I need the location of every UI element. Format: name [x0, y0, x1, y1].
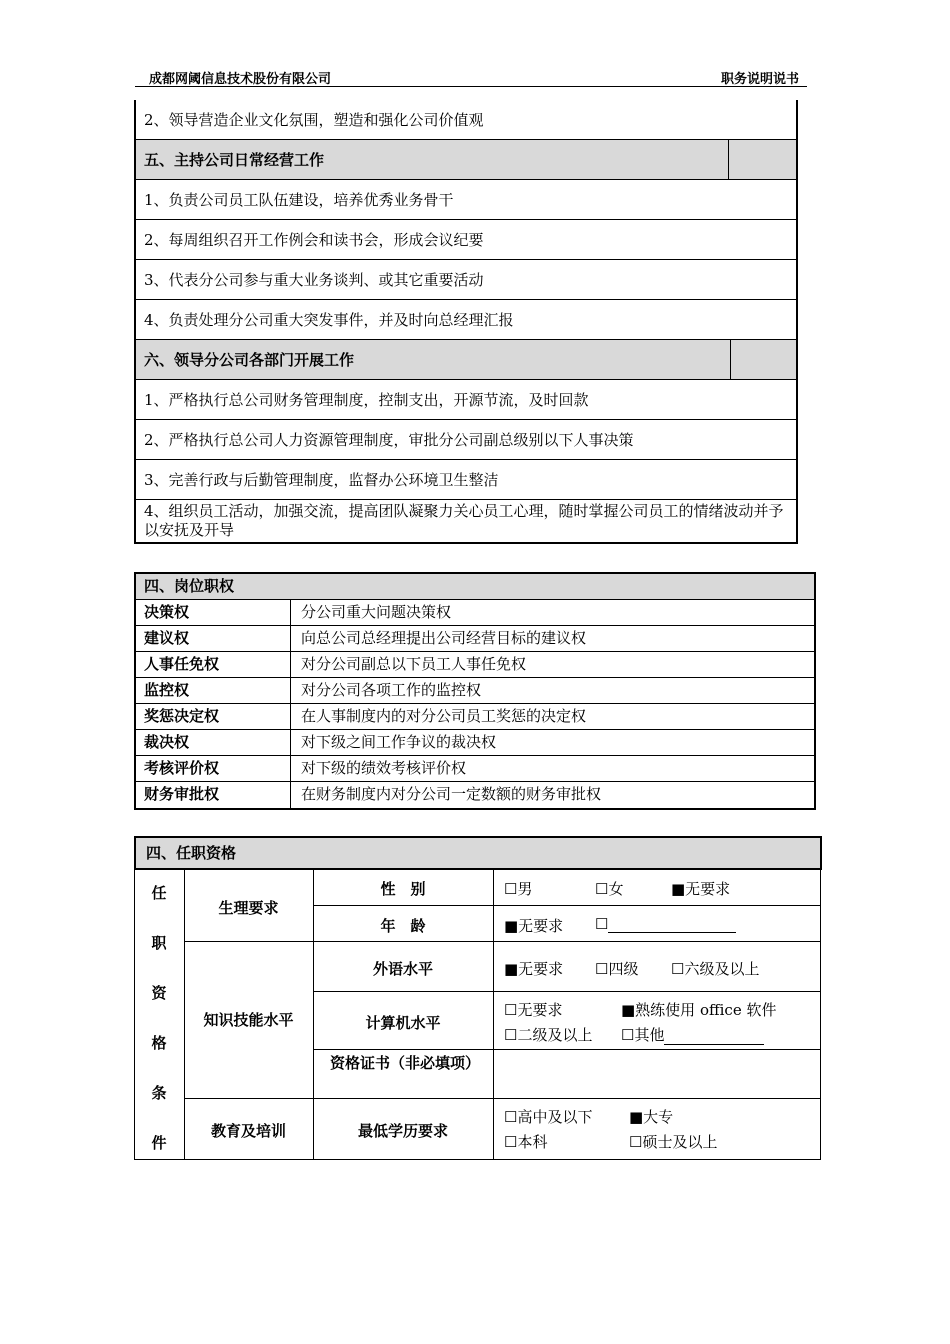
qualification-title: 四、任职资格: [134, 836, 822, 870]
gender-option-female[interactable]: ☐女: [595, 880, 624, 898]
authority-title: 四、岗位职权: [136, 574, 814, 600]
gender-option-male[interactable]: ☐男: [504, 880, 533, 898]
company-name: 成都网阈信息技术股份有限公司: [149, 72, 332, 87]
computer-level-label: 计算机水平: [365, 1014, 441, 1032]
language-level-label: 外语水平: [372, 960, 433, 978]
vertical-label-1: 任: [151, 884, 167, 902]
edu-option-bachelor[interactable]: ☐本科: [504, 1133, 548, 1151]
duty-row: 2、每周组织召开工作例会和读书会，形成会议纪要: [136, 220, 796, 260]
authority-row: 裁决权 对下级之间工作争议的裁决权: [136, 730, 814, 756]
education-training-label: 教育及培训: [210, 1122, 286, 1140]
duty-row: 3、代表分公司参与重大业务谈判、或其它重要活动: [136, 260, 796, 300]
gender-label: 性 别: [380, 880, 426, 898]
duty-row: 2、严格执行总公司人力资源管理制度，审批分公司副总级别以下人事决策: [136, 420, 796, 460]
authority-row: 监控权 对分公司各项工作的监控权: [136, 678, 814, 704]
certificate-label: 资格证书（非必填项）: [330, 1054, 481, 1072]
duty-row: 1、负责公司员工队伍建设，培养优秀业务骨干: [136, 180, 796, 220]
authority-row: 财务审批权 在财务制度内对分公司一定数额的财务审批权: [136, 782, 814, 808]
edu-option-college[interactable]: ■大专: [629, 1108, 674, 1126]
vertical-label-3: 资: [151, 984, 167, 1002]
age-label: 年 龄: [380, 917, 426, 935]
knowledge-skill-label: 知识技能水平: [203, 1011, 294, 1029]
min-education-label: 最低学历要求: [357, 1122, 448, 1140]
duty-row: 1、严格执行总公司财务管理制度，控制支出，开源节流，及时回款: [136, 380, 796, 420]
authority-table: [134, 572, 816, 810]
age-option-other[interactable]: ☐: [595, 915, 736, 933]
duty-row: 3、完善行政与后勤管理制度，监督办公环境卫生整洁: [136, 460, 796, 500]
computer-option-level2[interactable]: ☐二级及以上: [504, 1026, 593, 1044]
duty-section-head: 五、主持公司日常经营工作: [136, 140, 796, 180]
language-option-none[interactable]: ■无要求: [504, 960, 564, 978]
authority-row: 建议权 向总公司总经理提出公司经营目标的建议权: [136, 626, 814, 652]
computer-option-other[interactable]: ☐其他: [621, 1024, 764, 1045]
language-option-cet6[interactable]: ☐六级及以上: [671, 960, 760, 978]
duties-table: [134, 100, 798, 544]
authority-row: 决策权 分公司重大问题决策权: [136, 600, 814, 626]
vertical-label-6: 件: [151, 1134, 167, 1152]
authority-row: 奖惩决定权 在人事制度内的对分公司员工奖惩的决定权: [136, 704, 814, 730]
edu-option-master[interactable]: ☐硕士及以上: [629, 1133, 718, 1151]
duty-row: 4、负责处理分公司重大突发事件，并及时向总经理汇报: [136, 300, 796, 340]
age-option-none[interactable]: ■无要求: [504, 917, 564, 935]
language-option-cet4[interactable]: ☐四级: [595, 960, 639, 978]
duty-row: 4、组织员工活动，加强交流，提高团队凝聚力关心员工心理，随时掌握公司员工的情绪波动并予以安抚及开导: [144, 502, 784, 539]
qualification-table: [134, 836, 824, 1162]
duty-section-head: 六、领导分公司各部门开展工作: [136, 340, 796, 380]
computer-option-office[interactable]: ■熟练使用 office 软件: [621, 1001, 777, 1019]
physical-requirement-label: 生理要求: [218, 899, 279, 917]
edu-option-highschool[interactable]: ☐高中及以下: [504, 1108, 593, 1126]
duty-row: 2、领导营造企业文化氛围，塑造和强化公司价值观: [136, 100, 796, 140]
vertical-label-5: 条: [151, 1084, 167, 1102]
gender-option-none[interactable]: ■无要求: [671, 880, 731, 898]
page-header: [135, 66, 807, 87]
vertical-label-2: 职: [151, 934, 167, 952]
authority-row: 人事任免权 对分公司副总以下员工人事任免权: [136, 652, 814, 678]
computer-option-none[interactable]: ☐无要求: [504, 1001, 563, 1019]
authority-row: 考核评价权 对下级的绩效考核评价权: [136, 756, 814, 782]
vertical-label-4: 格: [151, 1034, 167, 1052]
document-type: 职务说明说书: [720, 72, 799, 87]
